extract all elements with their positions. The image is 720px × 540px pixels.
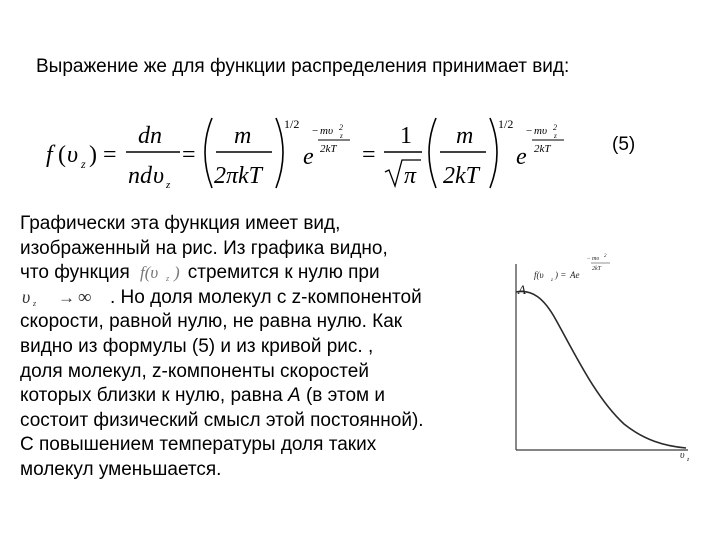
inline-limit-symbol: [20, 286, 110, 308]
distribution-graph: [504, 246, 716, 466]
body-line-1: Графически эта функция имеет вид,: [20, 213, 341, 234]
graph-x-label: υ: [680, 450, 685, 461]
graph-exp-den: 2kT: [592, 266, 601, 272]
inline-infinity: ∞: [78, 286, 92, 308]
body-line-3-b: стремится к нулю при: [187, 262, 380, 284]
paren-right-1: [276, 118, 283, 188]
formula-dn: dn: [138, 123, 162, 149]
formula-exp-sub-1: z: [340, 132, 343, 140]
formula-n: n: [128, 163, 140, 189]
formula-e-1: e: [303, 144, 314, 170]
formula-exp-den-2: 2kT: [534, 143, 551, 155]
formula-power-2: 1/2: [498, 117, 514, 131]
formula-2kt: 2kT: [443, 163, 479, 189]
formula-m: m: [234, 123, 252, 149]
graph-curve-label-sub: z: [551, 278, 553, 283]
formula-sub-z: z: [81, 157, 86, 171]
formula-d: d: [140, 163, 152, 189]
formula-upsilon: υ: [67, 142, 79, 168]
inline-upsilon: υ: [22, 286, 31, 307]
body-line-8: [20, 384, 498, 409]
inline-lim-sub-z: z: [33, 298, 37, 308]
formula-exp-sq-2: 2: [553, 123, 557, 132]
paren-left-2: [429, 118, 436, 188]
formula-sub-z-2: z: [166, 179, 171, 191]
body-line-8-var: A: [288, 385, 301, 407]
formula-2pikt: 2πkT: [214, 163, 263, 189]
body-line-9: состоит физический смысл этой постоянной).: [20, 409, 424, 431]
formula-e-2: e: [516, 144, 527, 170]
graph-exp-minus: −: [587, 256, 591, 262]
formula-f: f: [46, 142, 53, 168]
body-line-4: [20, 286, 498, 311]
graph-curve-label-close: ) =: [555, 270, 567, 280]
paren-right-2: [490, 118, 497, 188]
formula-exp-den-1: 2kT: [320, 143, 337, 155]
graph-exp-num: mυ: [592, 256, 600, 262]
inline-arrow: →: [58, 287, 75, 307]
graph-y-label: A: [518, 282, 526, 297]
body-line-3: [20, 261, 498, 286]
body-line-2: изображенный на рис. Из графика видно,: [20, 237, 388, 259]
formula-exp-sub-2: z: [554, 132, 557, 140]
formula-open-paren: (: [58, 142, 66, 168]
equation-number: (5): [612, 134, 636, 155]
inline-f-sub-z: z: [165, 274, 169, 284]
formula-close-paren: ): [89, 142, 97, 168]
formula-exp-minus-2: −: [526, 125, 533, 137]
formula-pi: π: [404, 163, 417, 189]
inline-f-close: ): [173, 263, 180, 283]
graph-exp-sq: 2: [604, 254, 607, 259]
graph-curve-label-ae: Ae: [570, 270, 580, 280]
formula-eq-2: =: [182, 142, 196, 168]
slide-heading: Выражение же для функции распределения принимает вид:: [36, 56, 570, 77]
formula-eq-1: =: [103, 142, 117, 168]
formula-exp-num-1: mυ: [320, 125, 333, 137]
formula-exp-minus-1: −: [312, 125, 319, 137]
body-line-8-b: (в этом и: [305, 385, 385, 407]
inline-f-of: f(υ: [139, 263, 158, 283]
body-paragraph: [20, 212, 498, 483]
body-line-3-a: что функция: [20, 262, 130, 284]
distribution-curve: [516, 291, 686, 448]
formula-power-1: 1/2: [284, 117, 300, 131]
body-line-5: скорости, равной нулю, не равна нулю. Как: [20, 311, 403, 333]
body-line-4-text: . Но доля молекул с z-компонентой: [110, 286, 422, 308]
inline-function-symbol: [130, 261, 188, 283]
formula-eq-3: =: [362, 142, 376, 168]
formula-one: 1: [400, 123, 412, 149]
formula-upsilon-2: υ: [153, 163, 165, 189]
graph-curve-label-f: f(υ: [534, 270, 544, 280]
body-line-6: видно из формулы (5) и из кривой рис. ,: [20, 335, 374, 357]
body-line-10: С повышением температуры доля таких: [20, 434, 377, 456]
graph-x-label-sub: z: [687, 457, 690, 463]
formula-m-2: m: [456, 123, 474, 149]
body-line-7: доля молекул, z-компоненты скоростей: [20, 360, 369, 382]
formula-exp-num-2: mυ: [534, 125, 547, 137]
body-line-11: молекул уменьшается.: [20, 458, 222, 480]
formula-exp-sq-1: 2: [339, 123, 343, 132]
paren-left-1: [205, 118, 212, 188]
body-line-8-a: которых близки к нулю, равна: [20, 385, 283, 407]
